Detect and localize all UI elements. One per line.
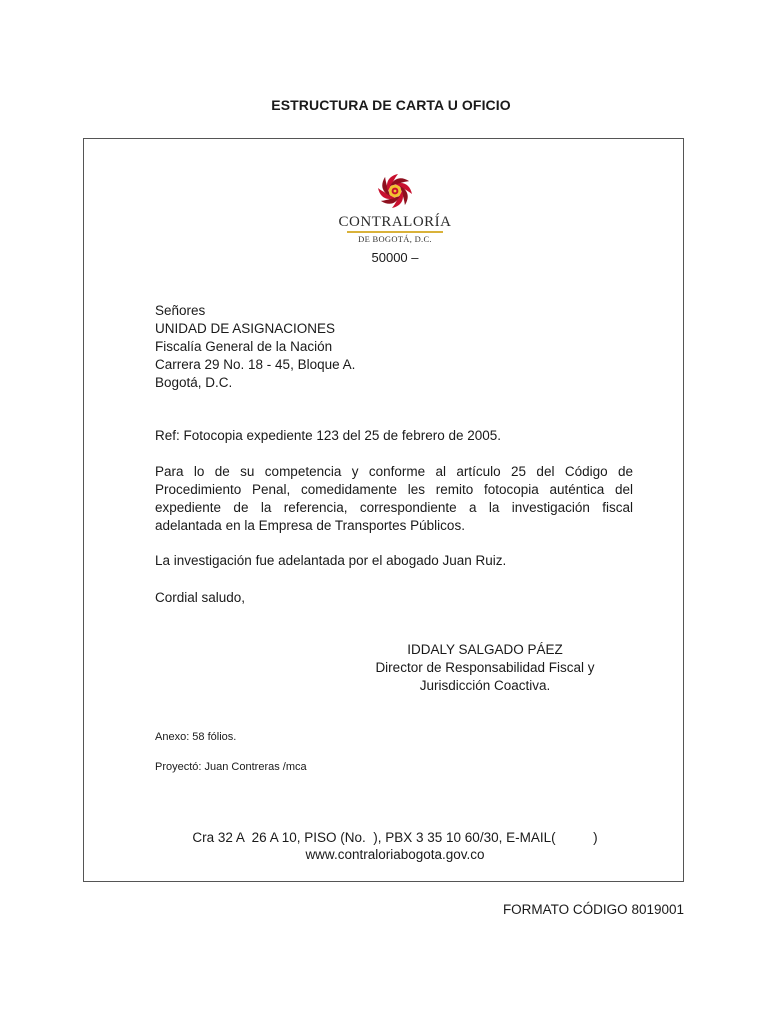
- signer-title: Director de Responsabilidad Fiscal y: [375, 660, 595, 675]
- logo-divider: [347, 231, 443, 233]
- signer-name: IDDALY SALGADO PÁEZ: [407, 642, 563, 657]
- recipient-line: Bogotá, D.C.: [155, 375, 233, 390]
- recipient-line: Carrera 29 No. 18 - 45, Bloque A.: [155, 357, 356, 372]
- logo-city: DE BOGOTÁ, D.C.: [358, 234, 432, 244]
- letter-footer: [100, 829, 690, 863]
- annex-note: Anexo: 58 fólios.: [155, 731, 237, 743]
- contraloria-logo: [335, 170, 455, 255]
- body-paragraph: Para lo de su competencia y conforme al artículo 25 del Código de Procedimiento Penal, comedidamente les remito fotocopia auténtica del expediente de la referencia, correspondiente a la investigación fiscal adelantada en la Empresa de Transportes Públicos.: [155, 464, 633, 533]
- logo-name: CONTRALORÍA: [338, 214, 452, 230]
- reference-line: Ref: Fotocopia expediente 123 del 25 de febrero de 2005.: [155, 428, 502, 443]
- recipient-line: Fiscalía General de la Nación: [155, 339, 333, 354]
- recipient-line: Señores: [155, 303, 206, 318]
- prepared-by: Proyectó: Juan Contreras /mca: [155, 761, 307, 773]
- signature-block: [340, 641, 630, 695]
- recipient-line: UNIDAD DE ASIGNACIONES: [155, 321, 336, 336]
- signer-title: Jurisdicción Coactiva.: [419, 678, 551, 693]
- reference-number: 50000 –: [371, 250, 419, 265]
- page-title: ESTRUCTURA DE CARTA U OFICIO: [271, 97, 511, 113]
- closing-greeting: Cordial saludo,: [155, 590, 246, 605]
- rosette-emblem-icon: [374, 170, 416, 212]
- format-code: FORMATO CÓDIGO 8019001: [502, 902, 684, 917]
- footer-website: www.contraloriabogota.gov.co: [305, 847, 485, 862]
- footer-address: Cra 32 A 26 A 10, PISO (No. ), PBX 3 35 10 60/30, E-MAIL( ): [192, 830, 598, 845]
- recipient-address: [155, 302, 355, 392]
- investigation-note: La investigación fue adelantada por el abogado Juan Ruiz.: [155, 553, 507, 568]
